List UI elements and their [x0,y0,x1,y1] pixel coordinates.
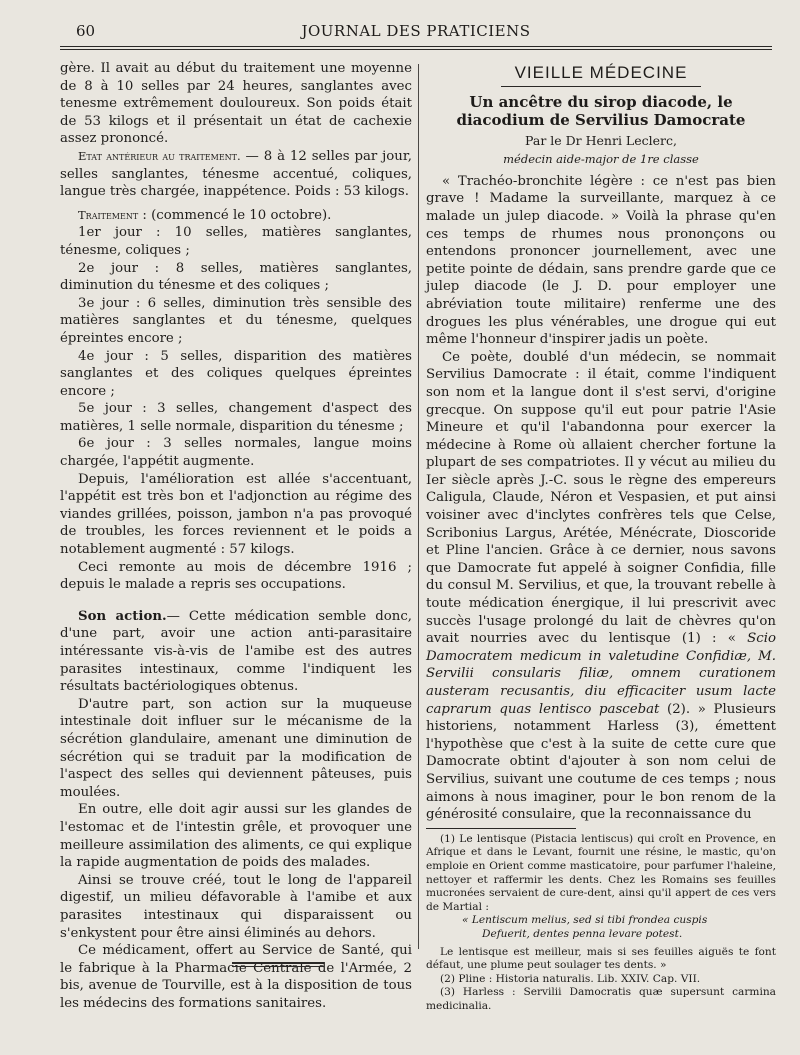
paragraph: Ainsi se trouve créé, tout le long de l'appareil digestif, un milieu défavorable à l'amibe et aux parasites intestinaux qui disparaissent ou s'enkystent pour être ainsi éliminés au dehors. [60,872,412,941]
column-divider [418,64,419,949]
footnote-1-translation: Le lentisque est meilleur, mais si ses feuilles aiguës te font défaut, une plume peut soulager tes dents. » [426,945,776,972]
paragraph-action [60,608,412,696]
section-title: VIEILLE MÉDECINE [514,63,688,82]
paragraph-etat [60,148,412,201]
article-end-rule [232,962,324,964]
byline: Par le Dr Henri Leclerc, [525,132,677,148]
paragraph: D'autre part, son action sur la muqueuse intestinale doit influer sur le mécanisme de la sécrétion glandulaire, amenant une diminution de sécrétion qui se traduit par la modification de l'aspect des selles qui deviennent pâteuses, puis moulées. [60,696,412,800]
paragraph: Ce médicament, offert au Service de Santé, qui le fabrique à la Pharmacie Centrale de l'Armée, 2 bis, avenue de Tourville, est à la disposition de tous les médecins des formations sanitaires. [60,943,412,1011]
etat-text: — 8 à 12 selles par jour, selles sanglantes, ténesme accentué, coliques, langue très chargée, inappétence. Poids : 53 kilogs. [60,148,412,200]
paragraph: « Trachéo-bronchite légère : ce n'est pas bien grave ! Madame la surveillante, marquez à ce malade un julep diacode. » Voilà la phrase qu'en ces temps de rhumes nous prononçons ou entendons prononcer journellement, avec une petite pointe de dédain, sans prendre garde que ce julep diacode (le J. D. pour employer une abréviation toute militaire) renferme une des drogues les plus vénérables, une drogue qui eut même l'honneur d'inspirer jadis un poète. [426,173,776,348]
footnotes [426,833,776,1014]
day-5: 5e jour : 3 selles, changement d'aspect des matières, 1 selle normale, disparition du ténesme ; [60,401,412,434]
page-number: 60 [76,22,96,40]
verse-line-1: « Lentiscum melius, sed si tibi frondea cuspis [462,914,708,927]
day-3: 3e jour : 6 selles, diminution très sensible des matières sanglantes et du ténesme, quelques épreintes encore ; [60,295,412,346]
paragraph: gère. Il avait au début du traitement une moyenne de 8 à 10 selles par 24 heures, sanglantes avec tenesme extrêmement douloureux. Son poids était de 53 kilogs et il présentait un état de cachexie assez prononcé. [60,61,412,147]
article-title: Un ancêtre du sirop diacode, le diacodium de Servilius Damocrate [456,92,746,129]
footnote-3: (3) Harless : Servilii Damocratis quæ supersunt carmina medicinalia. [426,986,776,1012]
latin-quote: Scio Damocratem medicum in valetudine Confidiæ, M. Servilii consularis filiæ, omnem curationem austeram recusantis, diu efficaciter usum lacte caprarum quas lentisco pascebat [426,631,776,717]
etat-label: Etat antérieur au traitement. [78,148,241,163]
article-end-rule-thin [232,966,324,967]
header-rule [60,46,772,47]
paragraph: Ceci remonte au mois de décembre 1916 ; depuis le malade a repris ses occupations. [60,559,412,593]
day-6: 6e jour : 3 selles normales, langue moins chargée, l'appétit augmente. [60,436,412,470]
page-header [60,18,772,44]
verse-line-2: Defuerit, dentes penna levare potest. [482,927,683,940]
day-2: 2e jour : 8 selles, matières sanglantes, diminution du ténesme et des coliques ; [60,260,412,294]
traitement-text: : (commencé le 10 octobre). [138,207,332,223]
section-title-rule [501,86,701,87]
paragraph: En outre, elle doit agir aussi sur les glandes de l'estomac et de l'intestin grêle, et provoquer une meilleure assimilation des aliments, ce qui explique la rapide augmentation de poids des malades. [60,802,412,871]
day-4: 4e jour : 5 selles, disparition des matières sanglantes et des coliques quelques épreintes encore ; [60,348,412,399]
footnote-1: (1) Le lentisque (Pistacia lentiscus) qui croît en Provence, en Afrique et dans le Levant, fournit une résine, le mastic, qu'on emploie en Orient comme masticatoire, pour parfumer l'haleine, nettoyer et raffermir les dents. Chez les Romains ses feuilles mucronées servaient de cure-dent, ainsi qu'il appert de ces vers de Martial : [426,832,776,913]
day-1: 1er jour : 10 selles, matières sanglantes, ténesme, coliques ; [60,225,412,258]
right-column [426,60,776,1013]
left-column [60,60,412,1012]
journal-title: JOURNAL DES PRATICIENS [301,22,531,40]
paragraph-traitement [60,207,412,225]
footnote-2: (2) Pline : Historia naturalis. Lib. XXIV. Cap. VII. [440,972,701,985]
action-label: Son action. [78,608,167,624]
footnote-rule [426,828,576,829]
paragraph-damocrate [426,349,776,824]
byline-role: médecin aide-major de 1re classe [503,152,699,167]
header-rule-thin [60,49,772,50]
text-run: Ce poète, doublé d'un médecin, se nommait Servilius Damocrate : il était, comme l'indiquent son nom et la langue dont il s'est servi, d'origine grecque. On suppose qu'il eut pour patrie l'Asie Mineure et qu'il l'abandonna pour exercer la médecine à Rome où allaient chercher fortune la plupart de ses compatriotes. Il y vécut au milieu du Ier siècle après J.-C. sous le règne des empereurs Caligula, Claude, Néron et Vespasien, et put ainsi voisiner avec d'inclytes confrères tels que Celse, Scribonius Largus, Arétée, Ménécrate, Dioscoride et Pline l'ancien. Grâce à ce dernier, nous savons que Damocrate fut appelé à soigner Confidia, fille du consul M. Servilius, et que, la trouvant rebelle à toute médication énergique, il lui prescrivit avec succès l'usage prolongé du lait de chèvres qu'on avait nourries avec du lentisque (1) : « [426,349,776,647]
action-text: — Cette médication semble donc, d'une part, avoir une action anti-parasitaire intéressante vis-à-vis de l'amibe est des autres parasites intestinaux, comme l'indiquent les résultats bactériologiques obtenus. [60,608,412,695]
paragraph: Depuis, l'amélioration est allée s'accentuant, l'appétit est très bon et l'adjonction au régime des viandes grillées, poisson, jambon n'a pas provoqué de troubles, les forces reviennent et le poids a notablement augmenté : 57 kilogs. [60,471,412,558]
traitement-label: Traitement [78,207,139,222]
text-run: (2). » Plusieurs historiens, notamment Harless (3), émettent l'hypothèse que c'est à la suite de cette cure que Damocrate obtint d'ajouter à son nom celui de Servilius, suivant une coutume de ces temps ; nous aimons à nous imaginer, pour le bon renom de la générosité consulaire, que la reconnaissance du [426,701,776,823]
